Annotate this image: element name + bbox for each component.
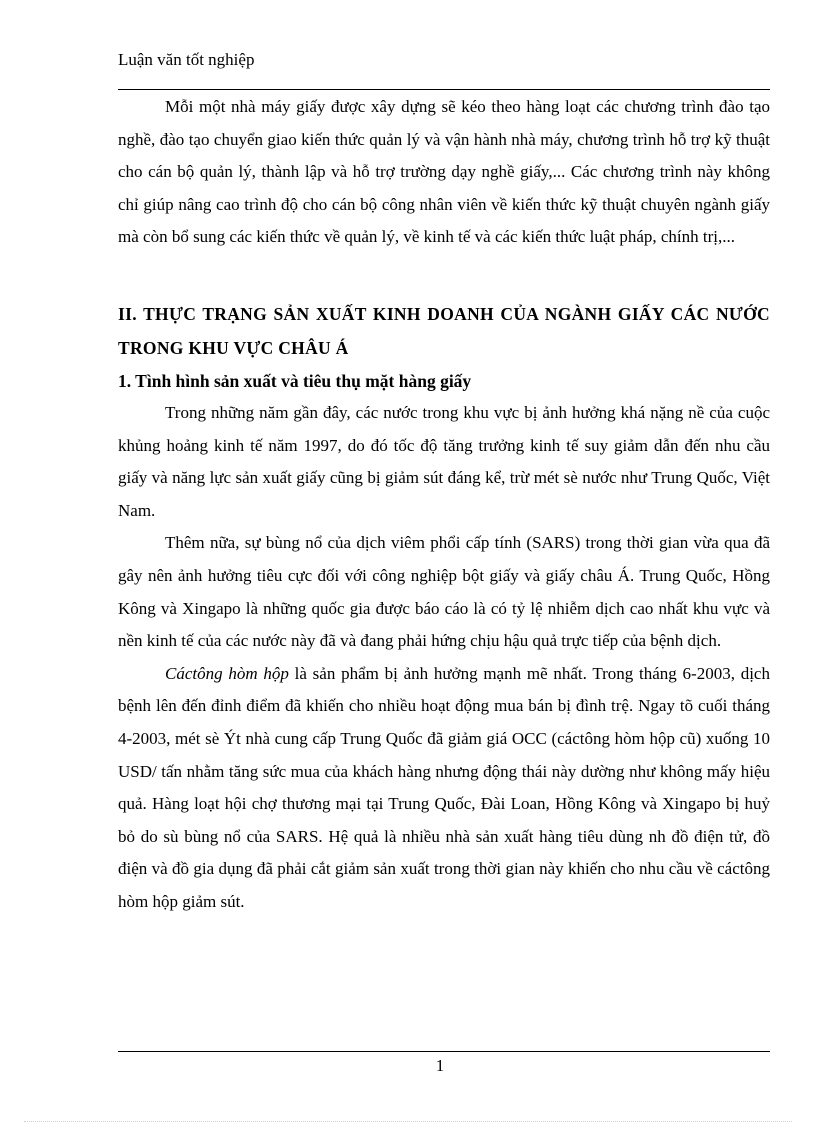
page-number: 1 — [435, 1056, 445, 1075]
paragraph: Mỗi một nhà máy giấy được xây dựng sẽ kéo theo hàng loạt các chương trình đào tạo nghề, đào tạo chuyển giao kiến thức quản lý và vận hành nhà máy, chương trình hỗ trợ kỹ thuật cho cán bộ quản lý, thành lập và hỗ trợ trường dạy nghề giấy,... Các chương trình này không chỉ giúp nâng cao trình độ cho cán bộ công nhân viên về kiến thức kỹ thuật chuyên ngành giấy mà còn bổ sung các kiến thức về quản lý, về kinh tế và các kiến thức luật pháp, chính trị,... — [118, 97, 770, 247]
footer-rule — [118, 1051, 770, 1052]
page-body — [118, 91, 770, 918]
paragraph — [118, 658, 770, 919]
subsection-heading: 1. Tình hình sản xuất và tiêu thụ mặt hàng giấy — [118, 370, 472, 391]
section-heading: II. THỰC TRẠNG SẢN XUẤT KINH DOANH CỦA NGÀNH GIẤY CÁC NƯỚC TRONG KHU VỰC CHÂU Á — [118, 303, 770, 358]
italic-term: Cáctông hòm hộp — [165, 663, 289, 683]
page-edge — [24, 1121, 792, 1122]
paragraph: Thêm nữa, sự bùng nổ của dịch viêm phổi cấp tính (SARS) trong thời gian vừa qua đã gây nên ảnh hưởng tiêu cực đối với công nghiệp bột giấy và giấy châu Á. Trung Quốc, Hồng Kông và Xingapo là những quốc gia được báo cáo là có tỷ lệ nhiễm dịch cao nhất khu vực và nền kinh tế của các nước này đã và đang phải hứng chịu hậu quả trực tiếp của bệnh dịch. — [118, 533, 770, 651]
header-rule — [118, 89, 770, 90]
paragraph: Trong những năm gần đây, các nước trong khu vực bị ảnh hưởng khá nặng nề của cuộc khủng hoảng kinh tế năm 1997, do đó tốc độ tăng trưởng kinh tế suy giảm dẫn đến nhu cầu giấy và năng lực sản xuất giấy cũng bị giảm sút đáng kể, trừ mét sè nước như Trung Quốc, Việt Nam. — [118, 402, 770, 520]
running-header: Luận văn tốt nghiệp — [118, 50, 255, 69]
paragraph-text: là sản phẩm bị ảnh hưởng mạnh mẽ nhất. Trong tháng 6-2003, dịch bệnh lên đến đỉnh điểm đã khiến cho nhiều hoạt động mua bán bị đình trệ. Ngay tõ cuối tháng 4-2003, mét sè Ýt nhà cung cấp Trung Quốc đã giảm giá OCC (cáctông hòm hộp cũ) xuống 10 USD/ tấn nhằm tăng sức mua của khách hàng nhưng động thái này dường như không mấy hiệu quả. Hàng loạt hội chợ thương mại tại Trung Quốc, Đài Loan, Hồng Kông và Xingapo bị huỷ bỏ do sù bùng nổ của SARS. Hệ quả là nhiều nhà sản xuất hàng tiêu dùng nh đồ điện tử, đồ điện và đồ gia dụng đã phải cắt giảm sản xuất trong thời gian này khiến cho nhu cầu về cáctông hòm hộp giảm sút. — [118, 663, 770, 911]
